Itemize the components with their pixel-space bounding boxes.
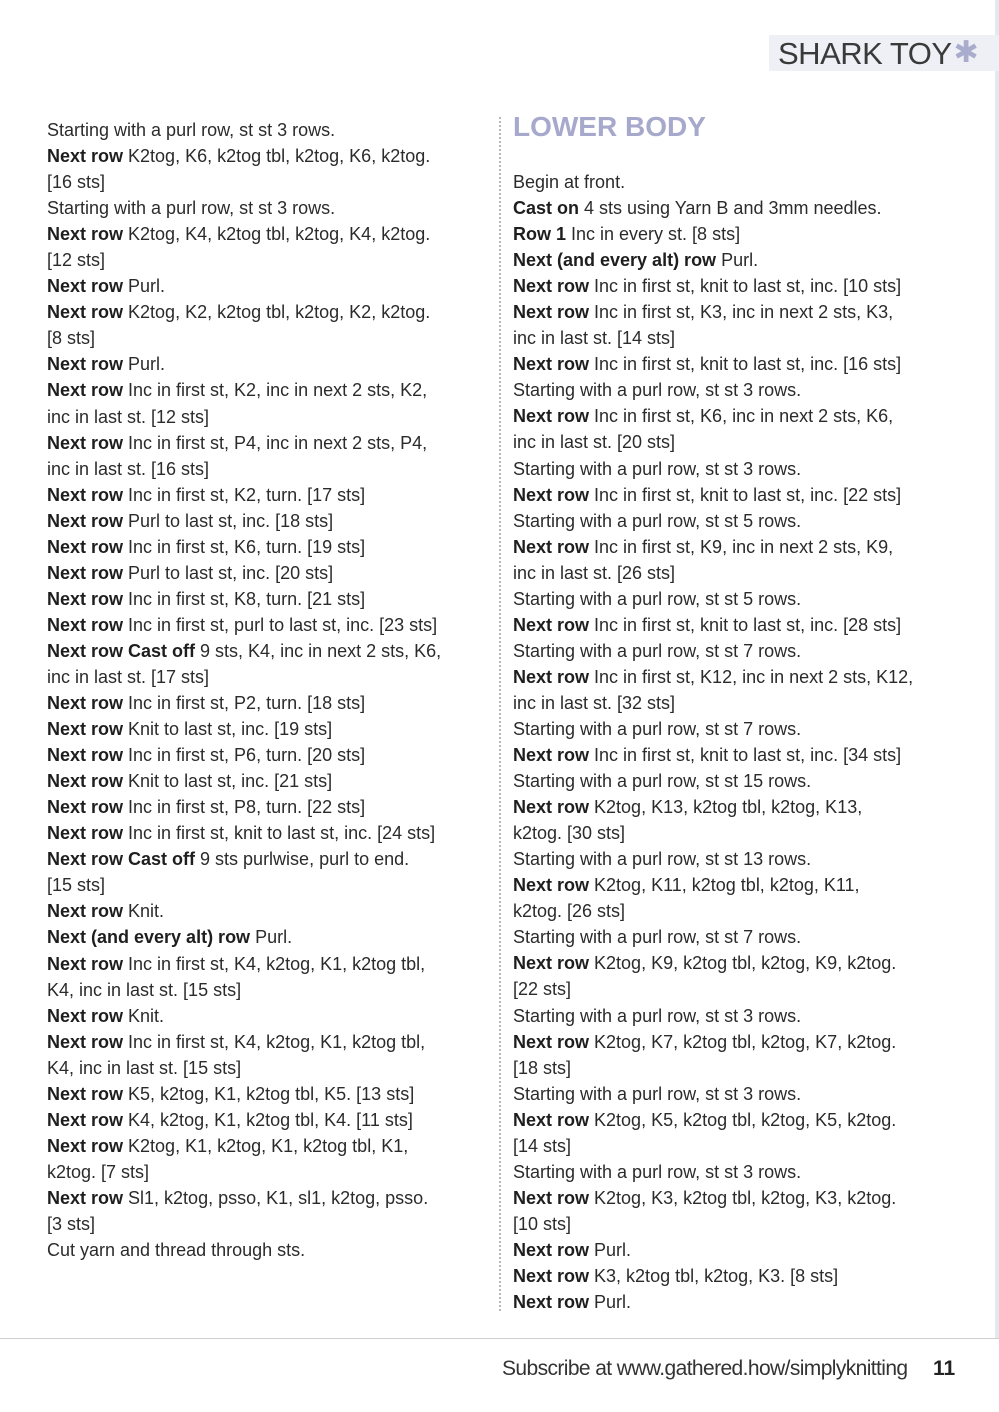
row-label: Next row (47, 745, 124, 766)
instruction-text: Starting with a purl row, st st 3 rows. (513, 1161, 802, 1182)
instruction-text: [15 sts] (47, 875, 106, 896)
instruction-text: Starting with a purl row, st st 3 rows. (513, 380, 802, 401)
instruction-text: K2tog, K11, k2tog tbl, k2tog, K11, (589, 875, 860, 896)
instruction-text: Purl. (589, 1239, 632, 1260)
instruction-text: K4, inc in last st. [15 sts] (47, 1057, 242, 1078)
row-label: Next row (513, 1031, 590, 1052)
row-label: Next row (513, 666, 590, 687)
instruction-line (47, 872, 487, 898)
row-label: Next row (47, 302, 124, 323)
instruction-line (47, 534, 487, 560)
row-label: Next row (47, 953, 124, 974)
row-label: Next row (47, 1083, 124, 1104)
instruction-text: Inc in first st, knit to last st, inc. [24 sts] (123, 823, 436, 844)
row-label: Next (and every alt) row (513, 250, 717, 271)
instruction-line (513, 690, 953, 716)
instruction-text: k2tog. [7 sts] (47, 1161, 150, 1182)
instruction-line (47, 794, 487, 820)
instruction-line (513, 247, 953, 273)
instruction-text: inc in last st. [14 sts] (513, 328, 676, 349)
instruction-text: [12 sts] (47, 250, 106, 271)
instruction-text: Purl. (123, 276, 166, 297)
instruction-text: Inc in first st, P8, turn. [22 sts] (123, 797, 366, 818)
row-label: Next row (513, 1265, 590, 1286)
row-label: Next row (47, 719, 124, 740)
row-label: Next row (47, 380, 124, 401)
instruction-text: Knit to last st, inc. [21 sts] (123, 771, 333, 792)
instruction-text: Inc in first st, K4, k2tog, K1, k2tog tbl, (123, 1031, 426, 1052)
row-label: Next row (47, 224, 124, 245)
instruction-line (47, 1159, 487, 1185)
instruction-text: K2tog, K5, k2tog tbl, k2tog, K5, k2tog. (589, 1109, 897, 1130)
instruction-text: Inc in first st, purl to last st, inc. [23 sts] (123, 614, 438, 635)
instruction-line (47, 482, 487, 508)
instruction-line (513, 482, 953, 508)
row-label: Next row (513, 1239, 590, 1260)
instruction-text: [18 sts] (513, 1057, 572, 1078)
row-label: Next row (47, 484, 124, 505)
instruction-text: [16 sts] (47, 172, 106, 193)
row-label: Next row Cast off (47, 849, 196, 870)
subscribe-text: Subscribe at www.gathered.how/simplyknitting (502, 1357, 908, 1380)
instruction-line (47, 247, 487, 273)
instruction-line (47, 612, 487, 638)
row-label: Next row (47, 146, 124, 167)
instruction-line (513, 950, 953, 976)
instruction-text: Inc in first st, P2, turn. [18 sts] (123, 693, 366, 714)
instruction-line (513, 1055, 953, 1081)
instruction-line (513, 768, 953, 794)
instruction-line (513, 1081, 953, 1107)
instruction-text: K2tog, K2, k2tog tbl, k2tog, K2, k2tog. (123, 302, 431, 323)
row-label: Next row (47, 536, 124, 557)
instruction-text: K4, k2tog, K1, k2tog tbl, K4. [11 sts] (123, 1109, 413, 1130)
row-label: Next row (513, 797, 590, 818)
header-title: SHARK TOY (778, 35, 952, 71)
instruction-text: k2tog. [26 sts] (513, 901, 626, 922)
row-label: Next row (47, 823, 124, 844)
instruction-text: inc in last st. [16 sts] (47, 458, 210, 479)
instruction-line (47, 951, 487, 977)
instruction-line (47, 1237, 487, 1263)
instruction-text: Purl to last st, inc. [20 sts] (123, 562, 334, 583)
instruction-line (47, 299, 487, 325)
instruction-line (513, 846, 953, 872)
left-column (47, 117, 487, 1263)
instruction-line (47, 1211, 487, 1237)
instruction-line (47, 768, 487, 794)
instruction-line (513, 195, 953, 221)
instruction-text: K2tog, K1, k2tog, K1, k2tog tbl, K1, (123, 1135, 409, 1156)
instruction-line (513, 169, 953, 195)
instruction-line (47, 690, 487, 716)
row-label: Next row (513, 302, 590, 323)
instruction-line (47, 456, 487, 482)
row-label: Next row (513, 1292, 590, 1313)
instruction-text: 4 sts using Yarn B and 3mm needles. (579, 198, 882, 219)
instruction-text: Purl. (123, 354, 166, 375)
instruction-text: Inc in first st, K4, k2tog, K1, k2tog tbl, (123, 953, 426, 974)
instruction-line (47, 1081, 487, 1107)
instruction-text: Purl to last st, inc. [18 sts] (123, 510, 334, 531)
instruction-text: K2tog, K6, k2tog tbl, k2tog, K6, k2tog. (123, 146, 431, 167)
instruction-text: [10 sts] (513, 1213, 572, 1234)
row-label: Next row (47, 1135, 124, 1156)
instruction-text: Purl. (589, 1292, 632, 1313)
instruction-text: Purl. (250, 927, 293, 948)
instruction-line (47, 560, 487, 586)
page-edge-rule (995, 0, 999, 1338)
instruction-line (513, 351, 953, 377)
instruction-text: Inc in first st, knit to last st, inc. [16 sts] (589, 354, 902, 375)
instruction-line (513, 1003, 953, 1029)
instruction-text: inc in last st. [32 sts] (513, 692, 676, 713)
instruction-text: K5, k2tog, K1, k2tog tbl, K5. [13 sts] (123, 1083, 415, 1104)
instruction-text: Starting with a purl row, st st 7 rows. (513, 718, 802, 739)
row-label: Next row (47, 588, 124, 609)
instruction-text: K2tog, K13, k2tog tbl, k2tog, K13, (589, 797, 863, 818)
row-label: Next row (47, 1005, 124, 1026)
instruction-line (513, 1289, 953, 1315)
row-label: Next row (47, 693, 124, 714)
instruction-text: Inc in first st, knit to last st, inc. [28 sts] (589, 614, 902, 635)
instruction-line (513, 456, 953, 482)
row-label: Next row (513, 406, 590, 427)
instruction-text: Starting with a purl row, st st 13 rows. (513, 849, 812, 870)
instruction-text: 9 sts, K4, inc in next 2 sts, K6, (195, 640, 442, 661)
instruction-text: Knit. (123, 901, 165, 922)
instruction-text: Inc in first st, K3, inc in next 2 sts, K3, (589, 302, 894, 323)
instruction-line (513, 299, 953, 325)
instruction-text: Starting with a purl row, st st 3 rows. (513, 1083, 802, 1104)
instruction-text: Purl. (716, 250, 759, 271)
instruction-text: Starting with a purl row, st st 15 rows. (513, 771, 812, 792)
instruction-line (47, 1185, 487, 1211)
instruction-line (513, 794, 953, 820)
instruction-text: Knit. (123, 1005, 165, 1026)
instruction-line (47, 169, 487, 195)
row-label: Next row (513, 953, 590, 974)
instruction-text: K2tog, K4, k2tog tbl, k2tog, K4, k2tog. (123, 224, 431, 245)
instruction-line (513, 508, 953, 534)
instruction-text: Starting with a purl row, st st 3 rows. (47, 120, 336, 140)
instruction-text: Inc in first st, K2, inc in next 2 sts, K2, (123, 380, 428, 401)
section-header-tab (769, 35, 999, 71)
instruction-text: Starting with a purl row, st st 3 rows. (513, 458, 802, 479)
instruction-line (513, 1185, 953, 1211)
instruction-line (47, 508, 487, 534)
row-label: Row 1 (513, 224, 567, 245)
row-label: Next row (47, 901, 124, 922)
instruction-line (513, 586, 953, 612)
row-label: Next row (47, 771, 124, 792)
instruction-line (47, 846, 487, 872)
instruction-line (47, 325, 487, 351)
instruction-text: inc in last st. [26 sts] (513, 562, 676, 583)
row-label: Next row (47, 562, 124, 583)
instruction-line (513, 612, 953, 638)
instruction-text: Inc in first st, K2, turn. [17 sts] (123, 484, 366, 505)
instruction-line (47, 716, 487, 742)
lower-body-heading: LOWER BODY (513, 111, 706, 142)
instruction-line (47, 898, 487, 924)
footer-divider (0, 1338, 999, 1339)
instruction-line (513, 1133, 953, 1159)
instruction-line (513, 221, 953, 247)
instruction-line (47, 273, 487, 299)
instruction-text: inc in last st. [20 sts] (513, 432, 676, 453)
instruction-text: k2tog. [30 sts] (513, 823, 626, 844)
instruction-line (47, 195, 487, 221)
instruction-text: Starting with a purl row, st st 5 rows. (513, 510, 802, 531)
instruction-line (513, 1263, 953, 1289)
row-label: Next row (513, 875, 590, 896)
instruction-text: K3, k2tog tbl, k2tog, K3. [8 sts] (589, 1265, 839, 1286)
row-label: Next row (513, 276, 590, 297)
page-number: 11 (933, 1357, 956, 1380)
instruction-text: inc in last st. [17 sts] (47, 666, 210, 687)
instruction-line (47, 977, 487, 1003)
instruction-text: K2tog, K3, k2tog tbl, k2tog, K3, k2tog. (589, 1187, 897, 1208)
instruction-line (513, 898, 953, 924)
row-label: Next row (513, 354, 590, 375)
instruction-line (47, 820, 487, 846)
row-label: Next row (47, 354, 124, 375)
instruction-text: Inc in first st, K9, inc in next 2 sts, K9, (589, 536, 894, 557)
row-label: Next row (513, 614, 590, 635)
instruction-line (47, 638, 487, 664)
instruction-text: inc in last st. [12 sts] (47, 406, 210, 427)
instruction-line (513, 820, 953, 846)
instruction-line (513, 273, 953, 299)
instruction-line (513, 429, 953, 455)
instruction-line (47, 377, 487, 403)
row-label: Next row (47, 1187, 124, 1208)
instruction-line (513, 1237, 953, 1263)
instruction-text: Starting with a purl row, st st 5 rows. (513, 588, 802, 609)
row-label: Next row (47, 432, 124, 453)
instruction-line (513, 1107, 953, 1133)
instruction-line (47, 1003, 487, 1029)
instruction-text: K2tog, K9, k2tog tbl, k2tog, K9, k2tog. (589, 953, 897, 974)
instruction-line (47, 1107, 487, 1133)
instruction-text: [14 sts] (513, 1135, 572, 1156)
instruction-line (513, 560, 953, 586)
row-label: Next row (47, 510, 124, 531)
instruction-line (47, 404, 487, 430)
instruction-line (47, 1029, 487, 1055)
instruction-line (513, 534, 953, 560)
instruction-text: Starting with a purl row, st st 7 rows. (513, 927, 802, 948)
instruction-text: Starting with a purl row, st st 7 rows. (513, 640, 802, 661)
instruction-text: Starting with a purl row, st st 3 rows. (47, 198, 336, 219)
instruction-line (47, 1133, 487, 1159)
instruction-line (47, 117, 487, 143)
instruction-text: Inc in first st, P6, turn. [20 sts] (123, 745, 366, 766)
row-label: Next row (47, 797, 124, 818)
instruction-line (513, 1159, 953, 1185)
row-label: Next row (47, 1109, 124, 1130)
instruction-text: Inc in every st. [8 sts] (566, 224, 741, 245)
instruction-line (513, 742, 953, 768)
instruction-text: Begin at front. (513, 172, 626, 192)
instruction-text: Inc in first st, knit to last st, inc. [34 sts] (589, 745, 902, 766)
instruction-text: Inc in first st, K8, turn. [21 sts] (123, 588, 366, 609)
instruction-text: Inc in first st, P4, inc in next 2 sts, P4, (123, 432, 428, 453)
row-label: Next row (513, 484, 590, 505)
instruction-line (513, 924, 953, 950)
instruction-line (513, 976, 953, 1002)
instruction-text: K2tog, K7, k2tog tbl, k2tog, K7, k2tog. (589, 1031, 897, 1052)
right-column (513, 169, 953, 1315)
instruction-line (513, 664, 953, 690)
row-label: Next (and every alt) row (47, 927, 251, 948)
row-label: Next row (47, 276, 124, 297)
row-label: Next row (513, 536, 590, 557)
instruction-line (47, 221, 487, 247)
instruction-line (513, 638, 953, 664)
instruction-line (47, 143, 487, 169)
instruction-text: Inc in first st, K6, turn. [19 sts] (123, 536, 366, 557)
row-label: Next row Cast off (47, 640, 196, 661)
instruction-text: 9 sts purlwise, purl to end. (195, 849, 410, 870)
instruction-line (513, 377, 953, 403)
instruction-line (47, 430, 487, 456)
instruction-text: K4, inc in last st. [15 sts] (47, 979, 242, 1000)
row-label: Next row (513, 745, 590, 766)
instruction-text: Inc in first st, K6, inc in next 2 sts, K6, (589, 406, 894, 427)
instruction-text: Inc in first st, knit to last st, inc. [22 sts] (589, 484, 902, 505)
instruction-line (47, 924, 487, 950)
instruction-text: [3 sts] (47, 1213, 96, 1234)
instruction-line (47, 664, 487, 690)
instruction-line (47, 742, 487, 768)
instruction-line (47, 1055, 487, 1081)
instruction-line (513, 872, 953, 898)
instruction-text: Cut yarn and thread through sts. (47, 1240, 306, 1261)
row-label: Next row (513, 1109, 590, 1130)
instruction-text: Knit to last st, inc. [19 sts] (123, 719, 333, 740)
asterisk-icon: ✱ (953, 36, 979, 69)
instruction-line (513, 1029, 953, 1055)
instruction-text: [22 sts] (513, 979, 572, 1000)
instruction-line (47, 586, 487, 612)
instruction-text: [8 sts] (47, 328, 96, 349)
instruction-text: Inc in first st, knit to last st, inc. [10 sts] (589, 276, 902, 297)
instruction-line (513, 403, 953, 429)
instruction-line (513, 1211, 953, 1237)
row-label: Cast on (513, 198, 580, 219)
instruction-line (513, 325, 953, 351)
row-label: Next row (47, 614, 124, 635)
instruction-text: Sl1, k2tog, psso, K1, sl1, k2tog, psso. (123, 1187, 429, 1208)
column-divider (499, 117, 501, 1311)
instruction-line (47, 351, 487, 377)
instruction-text: Starting with a purl row, st st 3 rows. (513, 1005, 802, 1026)
instruction-line (513, 716, 953, 742)
instruction-text: Inc in first st, K12, inc in next 2 sts, K12, (589, 666, 914, 687)
row-label: Next row (513, 1187, 590, 1208)
row-label: Next row (47, 1031, 124, 1052)
